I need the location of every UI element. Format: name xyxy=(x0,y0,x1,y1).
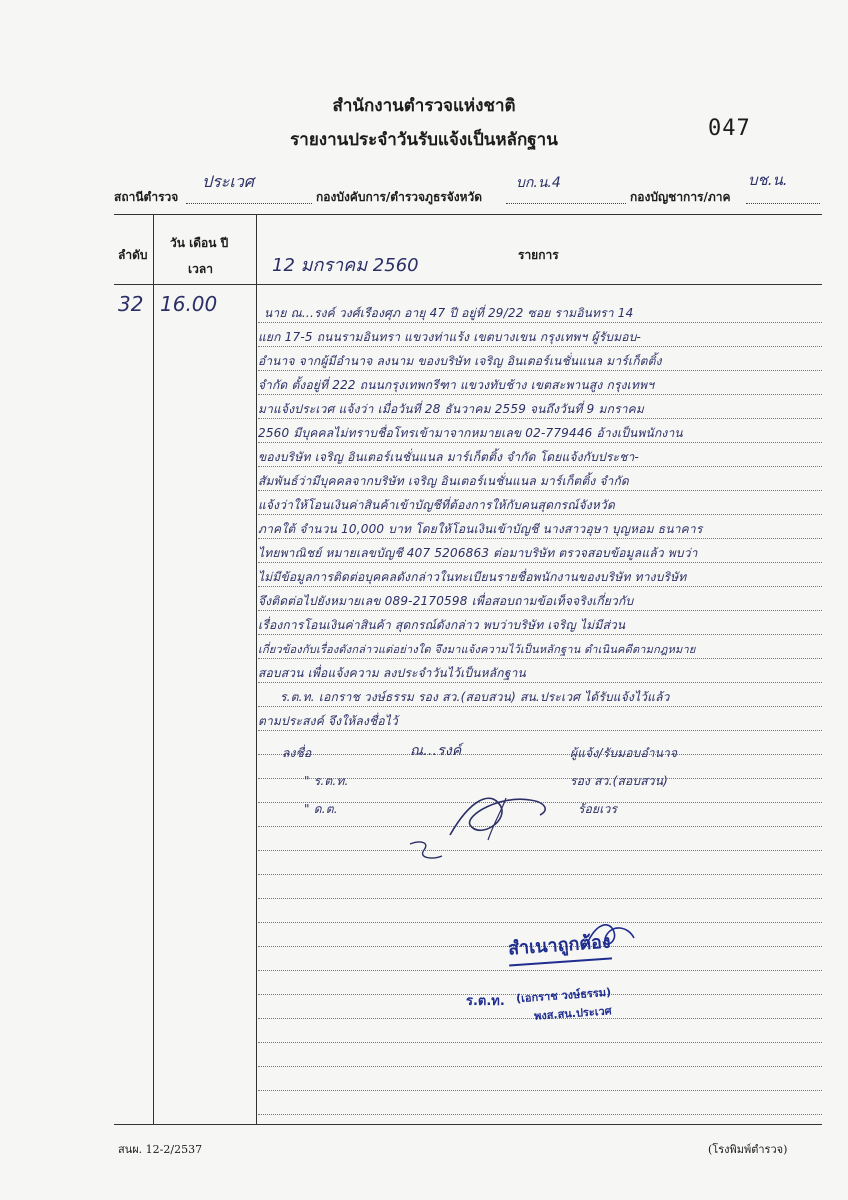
signature-right: รอง สว.(สอบสวน) xyxy=(570,774,668,788)
certifier-position: พงส.สน.ประเวศ xyxy=(533,1004,613,1023)
officer-initial-icon xyxy=(406,838,446,864)
report-line: แจ้งว่าให้โอนเงินค่าสินค้าเข้าบัญชีที่ต้องการให้กับคนสุดกรณ์จังหวัด xyxy=(258,498,615,512)
order-column-divider xyxy=(153,214,154,1124)
station-label: สถานีตำรวจ xyxy=(114,190,179,204)
report-line: อำนาจ จากผู้มีอำนาจ ลงนาม ของบริษัท เจริญ อินเตอร์เนชั่นแนล มาร์เก็ตติ้ง xyxy=(258,354,662,368)
report-line: เกี่ยวข้องกับเรื่องดังกล่าวแต่อย่างใด จึงมาแจ้งความไว้เป็นหลักฐาน ดำเนินคดีตามกฎหมาย xyxy=(258,643,696,656)
printer-name: (โรงพิมพ์ตำรวจ) xyxy=(708,1143,788,1156)
entry-time: 16.00 xyxy=(160,292,218,316)
report-line: 2560 มีบุคคลไม่ทราบชื่อโทรเข้ามาจากหมายเลข 02-779446 อ้างเป็นพนักงาน xyxy=(258,426,683,440)
certifier-rank: ร.ต.ท. xyxy=(466,994,505,1009)
report-line: นาย ณ...รงค์ วงศ์เรืองศุภ อายุ 47 ปี อยู่ที่ 29/22 ซอย รามอินทรา 14 xyxy=(264,306,634,320)
officer-signature-icon xyxy=(440,780,560,850)
table-top-border xyxy=(114,214,822,215)
signature-mark: ณ...รงค์ xyxy=(410,743,462,759)
agency-title: สำนักงานตำรวจแห่งชาติ xyxy=(332,96,516,116)
report-line: ไม่มีข้อมูลการติดต่อบุคคลดังกล่าวในทะเบียนรายชื่อพนักงานของบริษัท ทางบริษัท xyxy=(258,570,687,584)
report-title: รายงานประจำวันรับแจ้งเป็นหลักฐาน xyxy=(290,130,558,150)
report-line: ของบริษัท เจริญ อินเตอร์เนชั่นแนล มาร์เก็ตติ้ง จำกัด โดยแจ้งกับประชา- xyxy=(258,450,639,464)
entry-order: 32 xyxy=(118,292,144,316)
signature-left: " ร.ต.ท. xyxy=(304,774,349,788)
time-column-divider xyxy=(256,214,257,1124)
table-bottom-border xyxy=(114,1124,822,1125)
signature-right: ร้อยเวร xyxy=(578,802,618,816)
command-value: บช.น. xyxy=(748,171,788,189)
report-line: เรื่องการโอนเงินค่าสินค้า สุดกรณ์ดังกล่าว พบว่าบริษัท เจริญ ไม่มีส่วน xyxy=(258,618,626,632)
station-value: ประเวศ xyxy=(202,172,254,191)
report-line: จึงติดต่อไปยังหมายเลข 089-2170598 เพื่อสอบถามข้อเท็จจริงเกี่ยวกับ xyxy=(258,594,634,608)
stamp-signature-icon xyxy=(580,916,640,956)
report-line: ไทยพาณิชย์ หมายเลขบัญชี 407 5206863 ต่อมาบริษัท ตรวจสอบข้อมูลแล้ว พบว่า xyxy=(258,546,698,560)
signature-right: ผู้แจ้ง/รับมอบอำนาจ xyxy=(570,746,678,760)
time-header: เวลา xyxy=(188,262,213,276)
division-dots xyxy=(506,202,626,204)
order-header: ลำดับ xyxy=(118,248,148,262)
date-header: วัน เดือน ปี xyxy=(170,236,229,250)
certified-copy-stamp: สำเนาถูกต้อง xyxy=(507,926,612,966)
signature-left: " ด.ต. xyxy=(304,802,338,816)
report-line: สอบสวน เพื่อแจ้งความ ลงประจำวันไว้เป็นหลักฐาน xyxy=(258,666,526,680)
division-value: บก.น.4 xyxy=(516,175,561,191)
command-label: กองบัญชาการ/ภาค xyxy=(630,190,731,204)
report-line: สัมพันธ์ว่ามีบุคคลจากบริษัท เจริญ อินเตอร์เนชั่นแนล มาร์เก็ตติ้ง จำกัด xyxy=(258,474,629,488)
details-header: รายการ xyxy=(518,248,559,262)
report-line: จำกัด ตั้งอยู่ที่ 222 ถนนกรุงเทพกรีฑา แขวงทับช้าง เขตสะพานสูง กรุงเทพฯ xyxy=(258,378,655,392)
signature-left: ลงชื่อ xyxy=(282,746,312,760)
report-line: ตามประสงค์ จึงให้ลงชื่อไว้ xyxy=(258,714,398,728)
report-line: แยก 17-5 ถนนรามอินทรา แขวงท่าแร้ง เขตบางเขน กรุงเทพฯ ผู้รับมอบ- xyxy=(258,330,642,344)
document-number: 047 xyxy=(708,116,751,141)
station-dots xyxy=(186,202,312,204)
table-header-border xyxy=(114,284,822,285)
form-code: สนผ. 12-2/2537 xyxy=(118,1143,203,1156)
division-label: กองบังคับการ/ตำรวจภูธรจังหวัด xyxy=(316,190,483,204)
report-line: มาแจ้งประเวศ แจ้งว่า เมื่อวันที่ 28 ธันวาคม 2559 จนถึงวันที่ 9 มกราคม xyxy=(258,402,645,416)
date-value: 12 มกราคม 2560 xyxy=(272,255,419,276)
report-line: ร.ต.ท. เอกราช วงษ์ธรรม รอง สว.(สอบสวน) สน.ประเวศ ได้รับแจ้งไว้แล้ว xyxy=(280,690,670,704)
command-dots xyxy=(746,202,820,204)
report-line: ภาคใต้ จำนวน 10,000 บาท โดยให้โอนเงินเข้าบัญชี นางสาวอุษา บุญหอม ธนาคาร xyxy=(258,522,703,536)
certifier-name: (เอกราช วงษ์ธรรม) xyxy=(515,985,612,1006)
